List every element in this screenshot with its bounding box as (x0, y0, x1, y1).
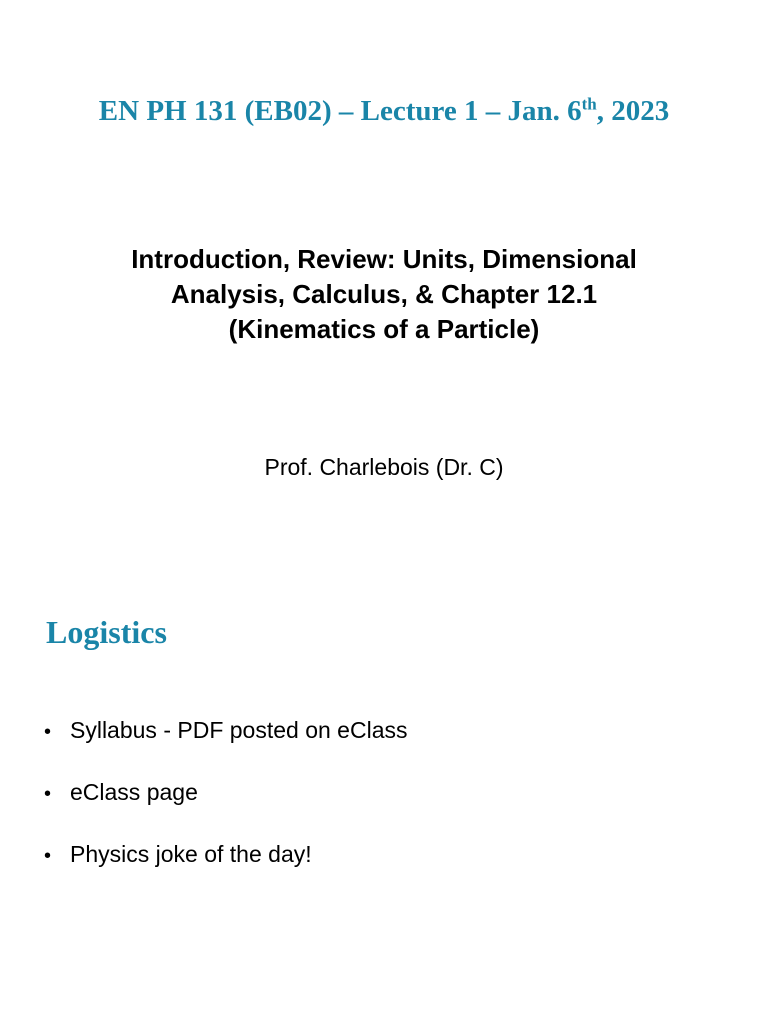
subtitle-line: Introduction, Review: Units, Dimensional (131, 244, 637, 274)
list-item (44, 712, 408, 774)
lecture-title (0, 95, 768, 128)
lecture-title-superscript: th (581, 94, 597, 114)
lecture-title-main: EN PH 131 (EB02) – Lecture 1 – Jan. 6 (98, 95, 582, 127)
subtitle-line: (Kinematics of a Particle) (228, 314, 540, 344)
logistics-heading: Logistics (46, 614, 167, 650)
bullet-marker: • (44, 721, 52, 743)
bullet-text: eClass page (70, 779, 198, 805)
bullet-text: Syllabus - PDF posted on eClass (70, 717, 408, 743)
lecture-subtitle (0, 242, 768, 347)
list-item (44, 774, 408, 836)
bullet-marker: • (44, 783, 52, 805)
bullet-marker: • (44, 845, 52, 867)
subtitle-line: Analysis, Calculus, & Chapter 12.1 (170, 279, 598, 309)
bullet-text: Physics joke of the day! (70, 841, 312, 867)
lecture-title-year: , 2023 (596, 95, 670, 127)
list-item (44, 836, 408, 898)
presenter-name: Prof. Charlebois (Dr. C) (264, 454, 504, 480)
logistics-bullet-list (44, 712, 408, 898)
